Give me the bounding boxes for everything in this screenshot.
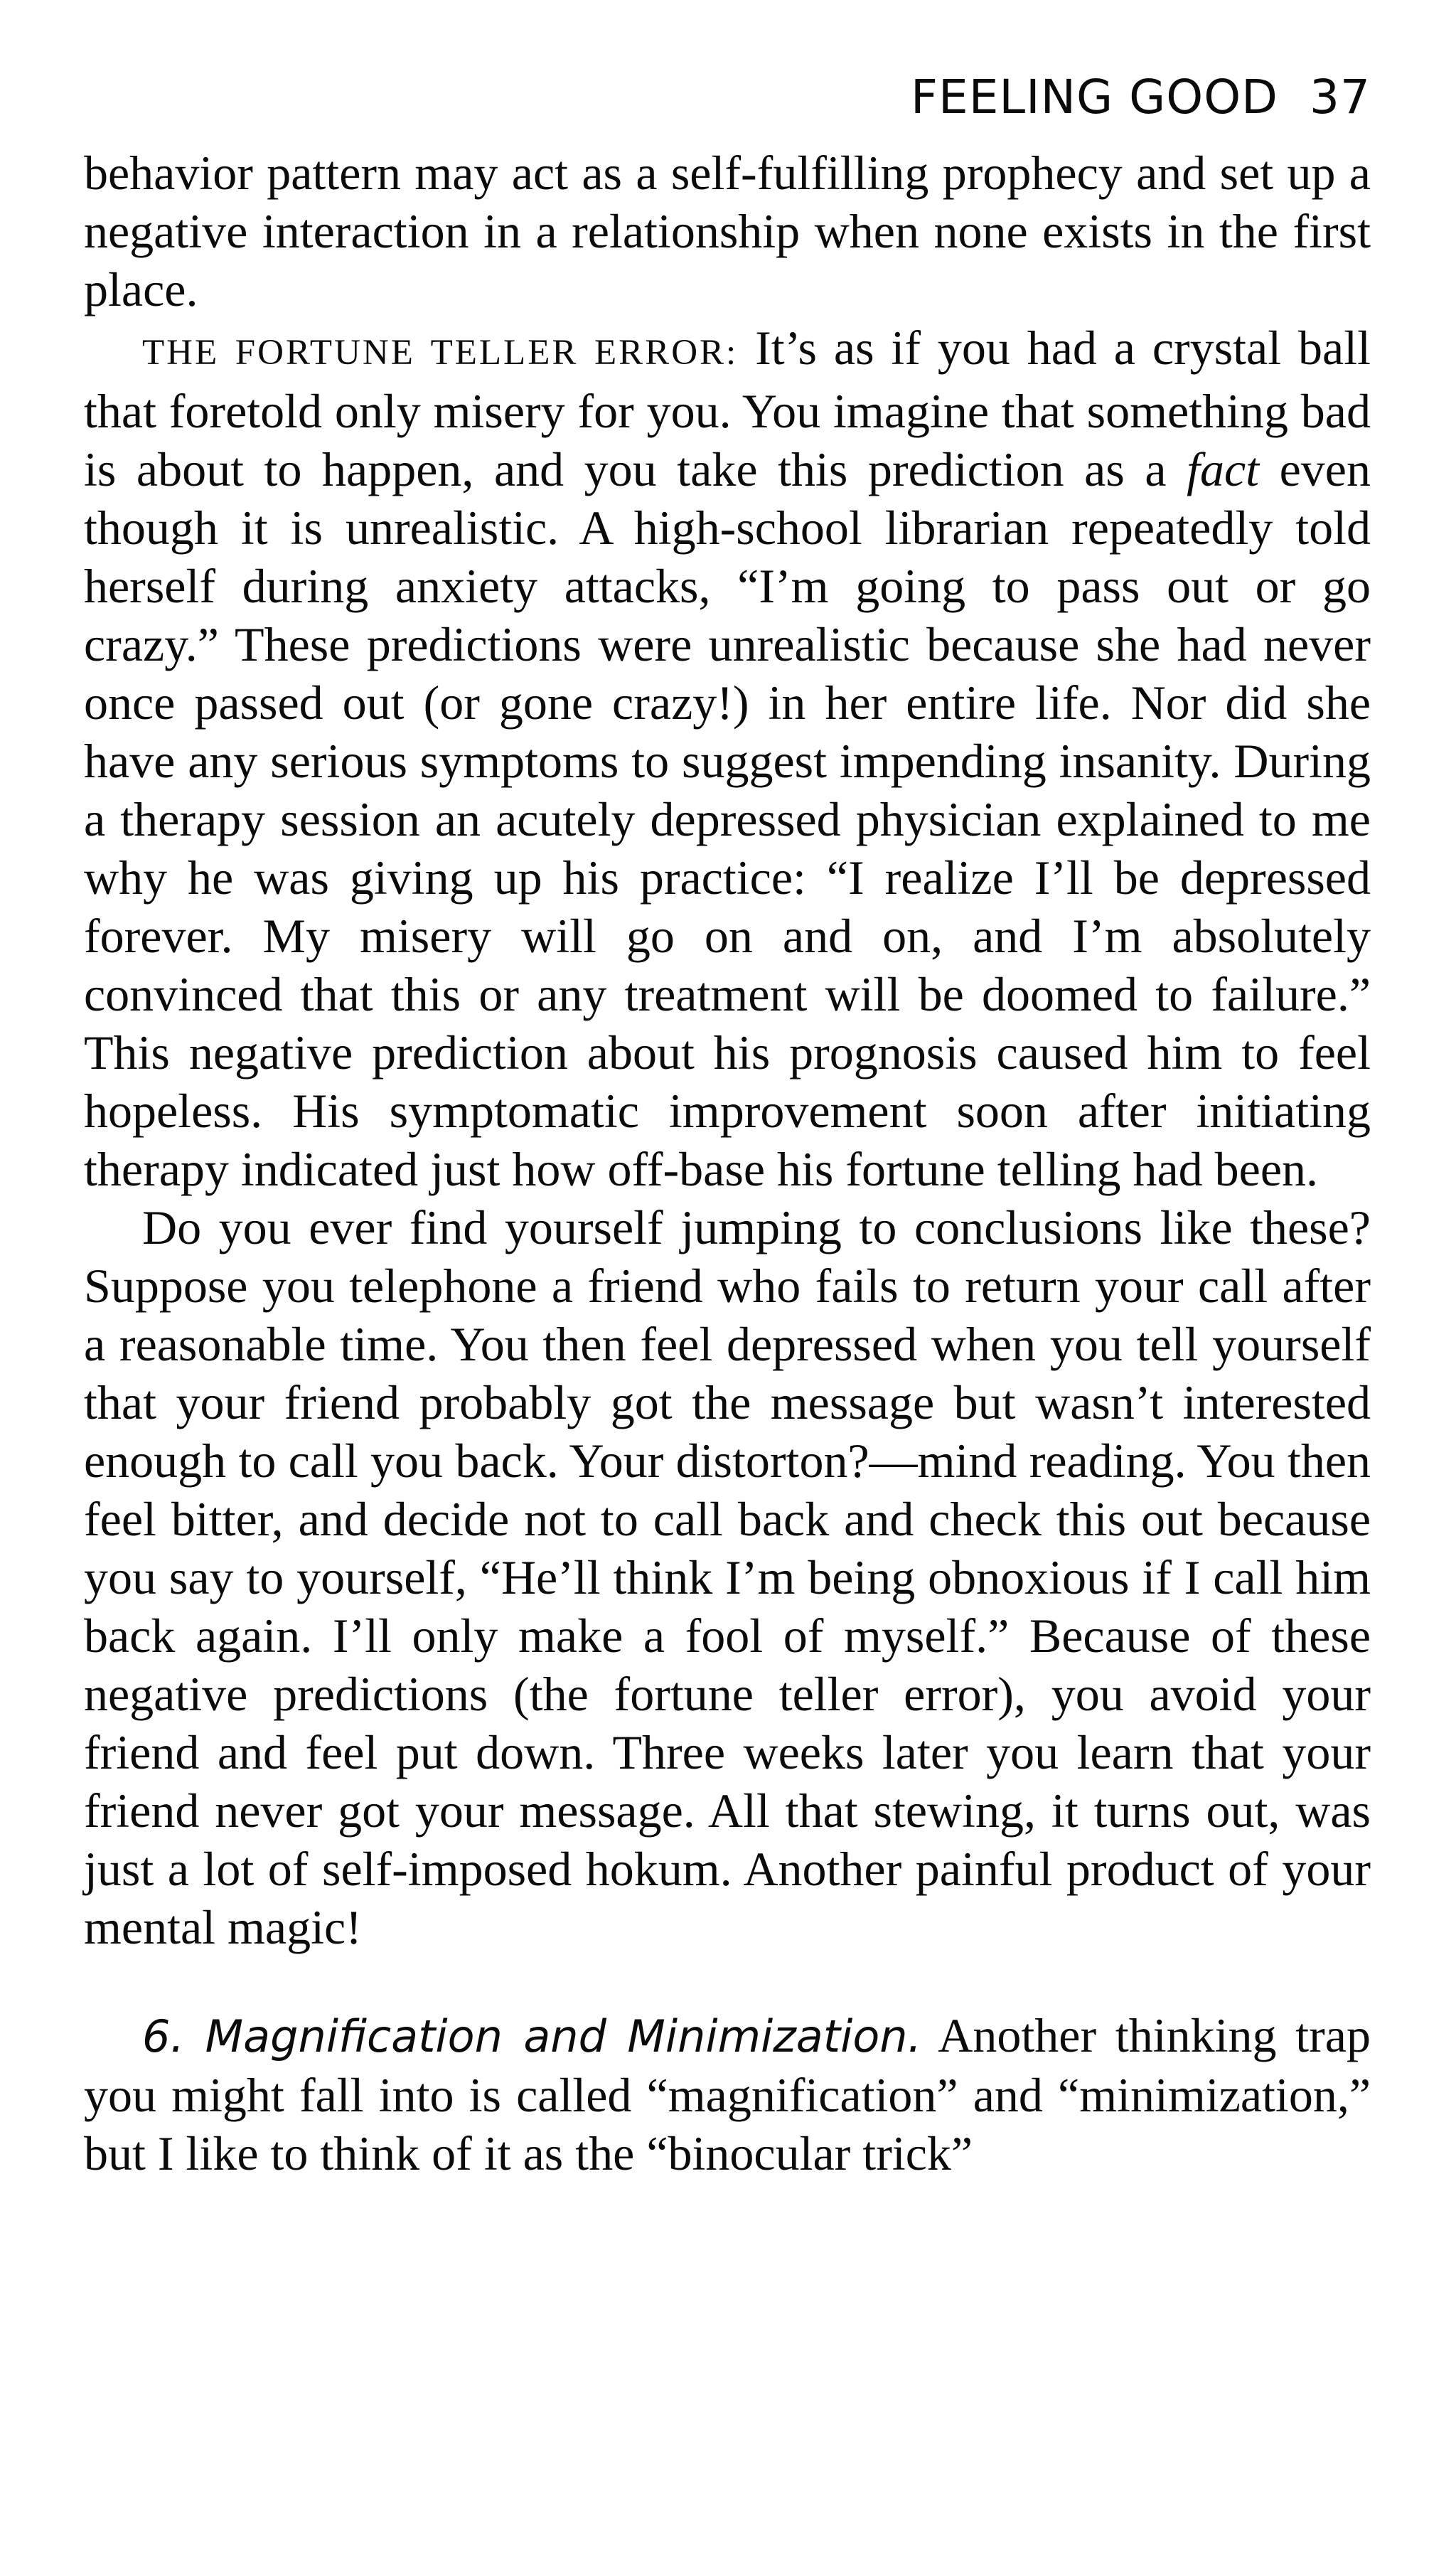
paragraph-continued [84, 144, 1371, 319]
page-number: 37 [1310, 70, 1371, 124]
paragraph-fortune-teller-error [84, 319, 1371, 1198]
paragraph-text: even though it is unrealistic. A high-school librarian repeatedly told herself during anxiety attacks, “I’m going to pass out or go crazy.” These predictions were unrealistic because she had never once passed out (or gone crazy!) in her entire life. Nor did she have any serious symptoms to suggest impending insanity. During a therapy session an acutely depressed physician explained to me why he was giving up his practice: “I realize I’ll be depressed forever. My misery will go on and on, and I’m absolutely convinced that this or any treatment will be doomed to failure.” This negative prediction about his prognosis caused him to feel hopeless. His symptomatic improvement soon after initiating therapy indicated just how off-base his fortune telling had been. [84, 442, 1371, 1196]
paragraph-text: behavior pattern may act as a self-fulfilling prophecy and set up a negative interaction in a relationship when none exists in the first place. [84, 146, 1371, 316]
book-page [84, 70, 1371, 2182]
paragraph-text: Another thinking trap you might fall into is called “magnification” and “minimization,” but I like to think of it as the “binocular trick” [84, 2008, 1371, 2180]
section-magnification [84, 2006, 1371, 2182]
running-header-title: FEELING GOOD [911, 70, 1279, 124]
section-heading: 6. Magnification and Minimization. [142, 2010, 922, 2062]
body-text [84, 144, 1371, 2182]
term-heading: THE FORTUNE TELLER ERROR: [142, 333, 739, 373]
emphasized-word: fact [1187, 442, 1260, 496]
paragraph-text: Do you ever find yourself jumping to conclusions like these? Suppose you telephone a friend who fails to return your call after a reasonable time. You then feel depressed when you tell yourself that your friend probably got the message but wasn’t interested enough to call you back. Your distorton?—mind reading. You then feel bitter, and decide not to call back and check this out because you say to yourself, “He’ll think I’m being obnoxious if I call him back again. I’ll only make a fool of myself.” Because of these negative predictions (the fortune teller error), you avoid your friend and feel put down. Three weeks later you learn that your friend never got your message. All that stewing, it turns out, was just a lot of self-imposed hokum. Another painful product of your mental magic! [84, 1200, 1371, 1954]
paragraph-jumping-to-conclusions [84, 1198, 1371, 1956]
running-header [84, 70, 1371, 135]
paragraph-text: It’s as if you had a crystal ball that foretold only misery for you. You imagine that something bad is about to happen, and you take this prediction as a [84, 321, 1371, 496]
